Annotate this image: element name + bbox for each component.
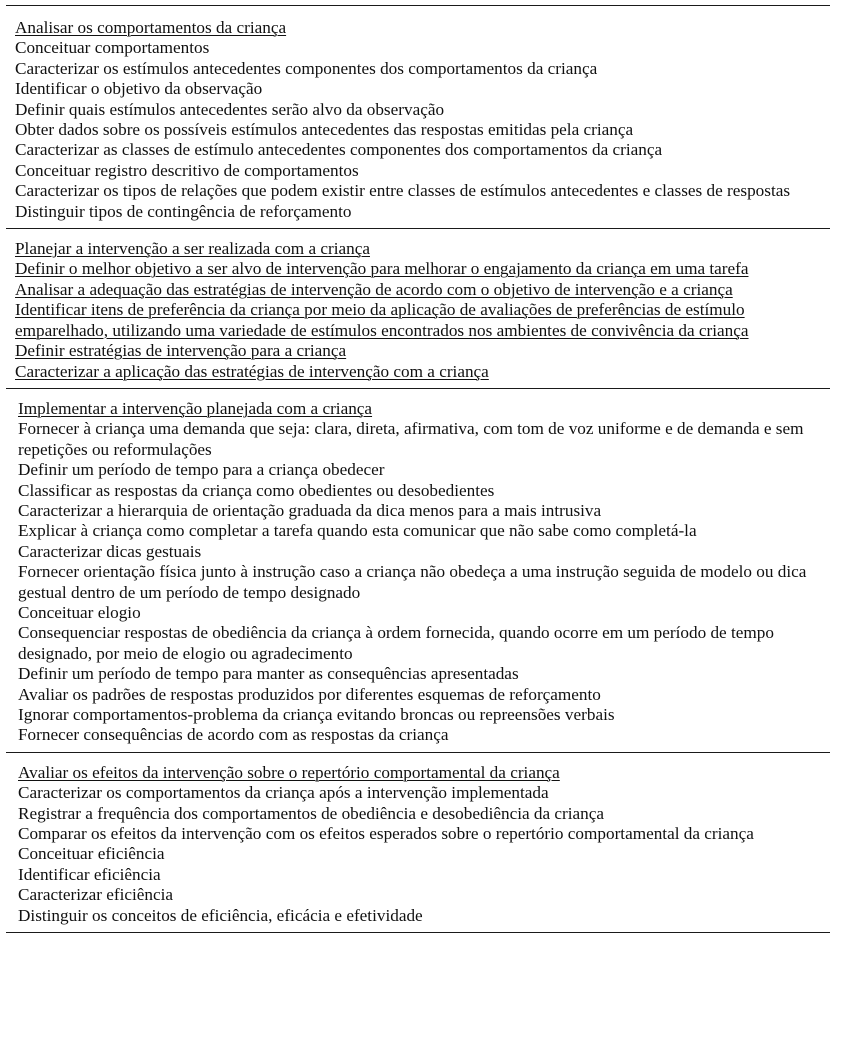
list-item: Ignorar comportamentos-problema da criança evitando broncas ou repreensões verbais	[18, 705, 615, 724]
list-item: Fornecer consequências de acordo com as respostas da criança	[18, 725, 449, 745]
list-item: Classificar as respostas da criança como obedientes ou desobedientes	[18, 480, 495, 500]
list-item: Identificar itens de preferência da criança por meio da aplicação de avaliações de preferências de estímulo emparelhado, utilizando uma variedade de estímulos encontrados nos ambientes de convivência da criança	[15, 300, 749, 340]
bottom-rule	[6, 932, 830, 933]
list-item: Registrar a frequência dos comportamentos de obediência e desobediência da criança	[18, 803, 605, 823]
list-item: Identificar o objetivo da observação	[15, 79, 263, 99]
list-item: Consequenciar respostas de obediência da criança à ordem fornecida, quando ocorre em um período de tempo designado, por meio de elogio ou agradecimento	[18, 623, 774, 663]
list-item: Caracterizar as classes de estímulo antecedentes componentes dos comportamentos da criança	[15, 140, 663, 160]
list-item: Conceituar eficiência	[18, 844, 165, 864]
list-item: Conceituar comportamentos	[15, 38, 210, 58]
section-planejar	[6, 229, 830, 388]
list-item: Distinguir os conceitos de eficiência, eficácia e efetividade	[18, 905, 423, 925]
list-item: Distinguir tipos de contingência de reforçamento	[15, 201, 352, 221]
list-item: Definir estratégias de intervenção para a criança	[15, 341, 347, 361]
section-analisar	[6, 6, 830, 228]
section-title: Analisar os comportamentos da criança	[15, 18, 287, 37]
list-item: Caracterizar a aplicação das estratégias de intervenção com a criança	[15, 361, 489, 381]
list-item: Analisar a adequação das estratégias de intervenção de acordo com o objetivo de intervenção e a criança	[15, 279, 733, 299]
list-item: Caracterizar a hierarquia de orientação graduada da dica menos para a mais intrusiva	[18, 500, 602, 520]
list-item: Caracterizar os tipos de relações que podem existir entre classes de estímulos antecedentes e classes de respostas	[15, 181, 791, 201]
list-item: Obter dados sobre os possíveis estímulos antecedentes das respostas emitidas pela criança	[15, 120, 634, 140]
list-item: Identificar eficiência	[18, 864, 161, 884]
section-title: Planejar a intervenção a ser realizada com a criança	[15, 239, 370, 259]
list-item: Conceituar registro descritivo de comportamentos	[15, 160, 359, 180]
list-item: Fornecer à criança uma demanda que seja: clara, direta, afirmativa, com tom de voz uniforme e de demanda e sem repetições ou reformulações	[18, 419, 804, 459]
list-item: Caracterizar os estímulos antecedentes componentes dos comportamentos da criança	[15, 58, 598, 78]
section-title: Avaliar os efeitos da intervenção sobre o repertório comportamental da criança	[18, 762, 560, 782]
list-item: Definir um período de tempo para manter as consequências apresentadas	[18, 664, 519, 684]
list-item: Definir o melhor objetivo a ser alvo de intervenção para melhorar o engajamento da criança em uma tarefa	[15, 259, 749, 279]
list-item: Conceituar elogio	[18, 602, 141, 622]
list-item: Explicar à criança como completar a tarefa quando esta comunicar que não sabe como completá-la	[18, 521, 697, 541]
list-item: Caracterizar dicas gestuais	[18, 541, 202, 561]
section-title: Implementar a intervenção planejada com a criança	[18, 398, 373, 418]
list-item: Caracterizar os comportamentos da criança após a intervenção implementada	[18, 783, 549, 803]
list-item: Caracterizar eficiência	[18, 885, 174, 905]
section-implementar	[6, 389, 830, 752]
behavior-table	[6, 5, 830, 933]
list-item: Definir um período de tempo para a criança obedecer	[18, 460, 385, 480]
list-item: Fornecer orientação física junto à instrução caso a criança não obedeça a uma instrução seguida de modelo ou dica gestual dentro de um período de tempo designado	[18, 562, 807, 602]
list-item: Comparar os efeitos da intervenção com os efeitos esperados sobre o repertório comportamental da criança	[18, 824, 754, 844]
list-item: Avaliar os padrões de respostas produzidos por diferentes esquemas de reforçamento	[18, 684, 601, 704]
section-avaliar	[6, 753, 830, 932]
list-item: Definir quais estímulos antecedentes serão alvo da observação	[15, 99, 445, 119]
